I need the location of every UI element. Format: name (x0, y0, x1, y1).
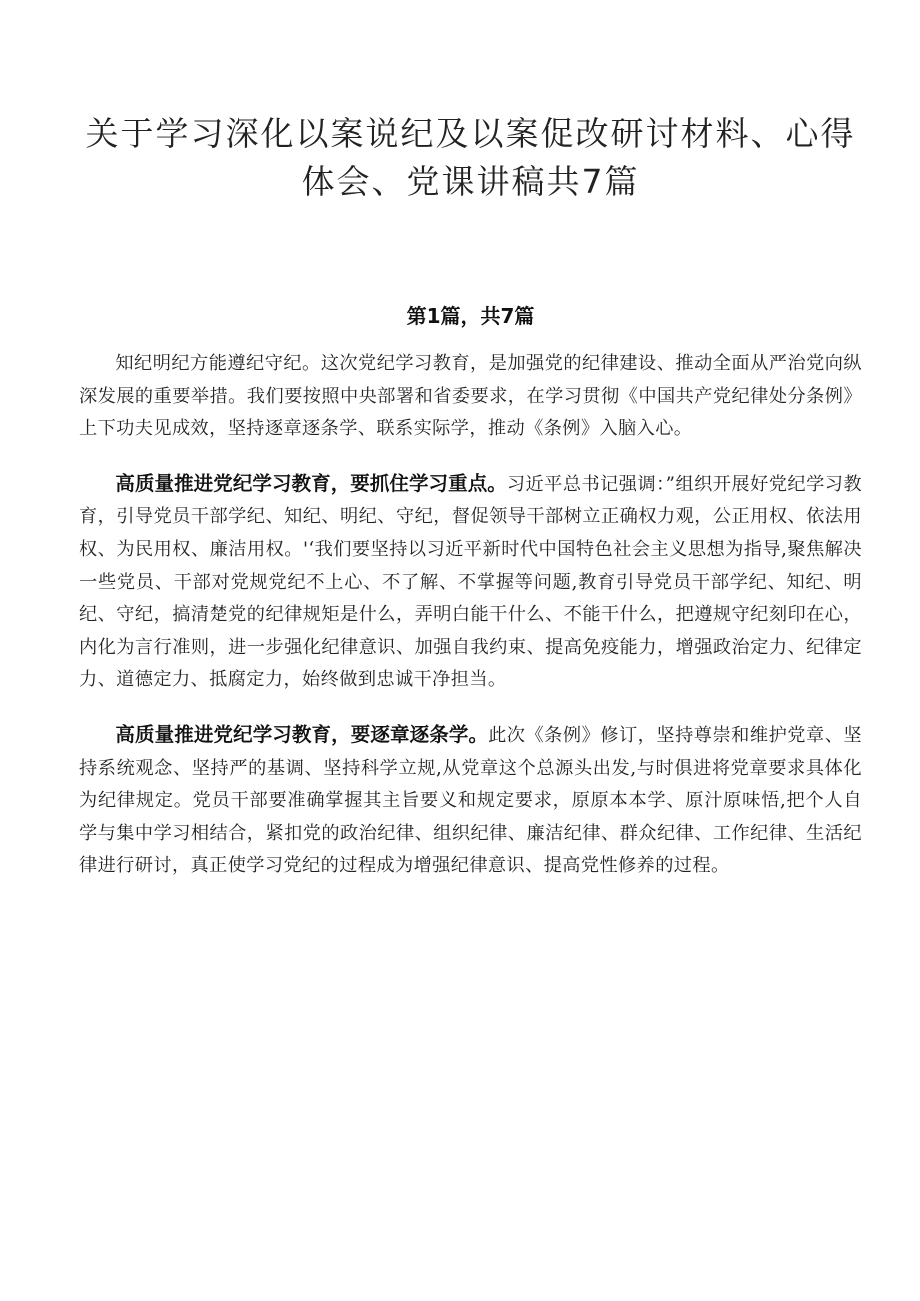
paragraph-1-body: 知纪明纪方能遵纪守纪。这次党纪学习教育，是加强党的纪律建设、推动全面从严治党向纵深发展的重要举措。我们要按照中央部署和省委要求，在学习贯彻《中国共产党纪律处分条例》上下功夫见成效，坚持逐章逐条学、联系实际学，推动《条例》入脑入心。 (79, 353, 862, 440)
paragraph-3-body: 此次《条例》修订，坚持尊崇和维护党章、坚持系统观念、坚持严的基调、坚持科学立规,从党章这个总源头出发,与时俱进将党章要求具体化为纪律规定。党员干部要准确掌握其主旨要义和规定要求，原原本本学、原汁原味悟,把个人自学与集中学习相结合，紧扣党的政治纪律、组织纪律、廉洁纪律、群众纪律、工作纪律、生活纪律进行研讨，真正使学习党纪的过程成为增强纪律意识、提高党性修养的过程。 (79, 724, 862, 877)
section-heading: 第1篇，共7篇 (406, 304, 535, 328)
paragraph-3-lead: 高质量推进党纪学习教育，要逐章逐条学。 (115, 722, 489, 746)
paragraph-2 (79, 468, 862, 697)
paragraph-2-body: 习近平总书记强调：”组织开展好党纪学习教育，引导党员干部学纪、知纪、明纪、守纪，督促领导干部树立正确权力观，公正用权、依法用权、为民用权、廉洁用权。'‘我们要坚持以习近平新时代中国特色社会主义思想为指导,聚焦解决一些党员、干部对党规党纪不上心、不了解、不掌握等问题,教育引导党员干部学纪、知纪、明纪、守纪，搞清楚党的纪律规矩是什么，弄明白能干什么、不能干什么，把遵规守纪刻印在心，内化为言行准则，进一步强化纪律意识、加强自我约束、提高免疫能力，增强政治定力、纪律定力、道德定力、抵腐定力，始终做到忠诚干净担当。 (79, 473, 862, 691)
document-title (79, 110, 862, 206)
document-title-line-2: 体会、党课讲稿共7篇 (301, 162, 640, 201)
paragraph-3 (79, 719, 862, 883)
document-title-line-1: 关于学习深化以案说纪及以案促改研讨材料、心得 (85, 114, 856, 153)
paragraph-1 (79, 348, 862, 446)
paragraph-2-lead: 高质量推进党纪学习教育，要抓住学习重点。 (115, 471, 507, 495)
